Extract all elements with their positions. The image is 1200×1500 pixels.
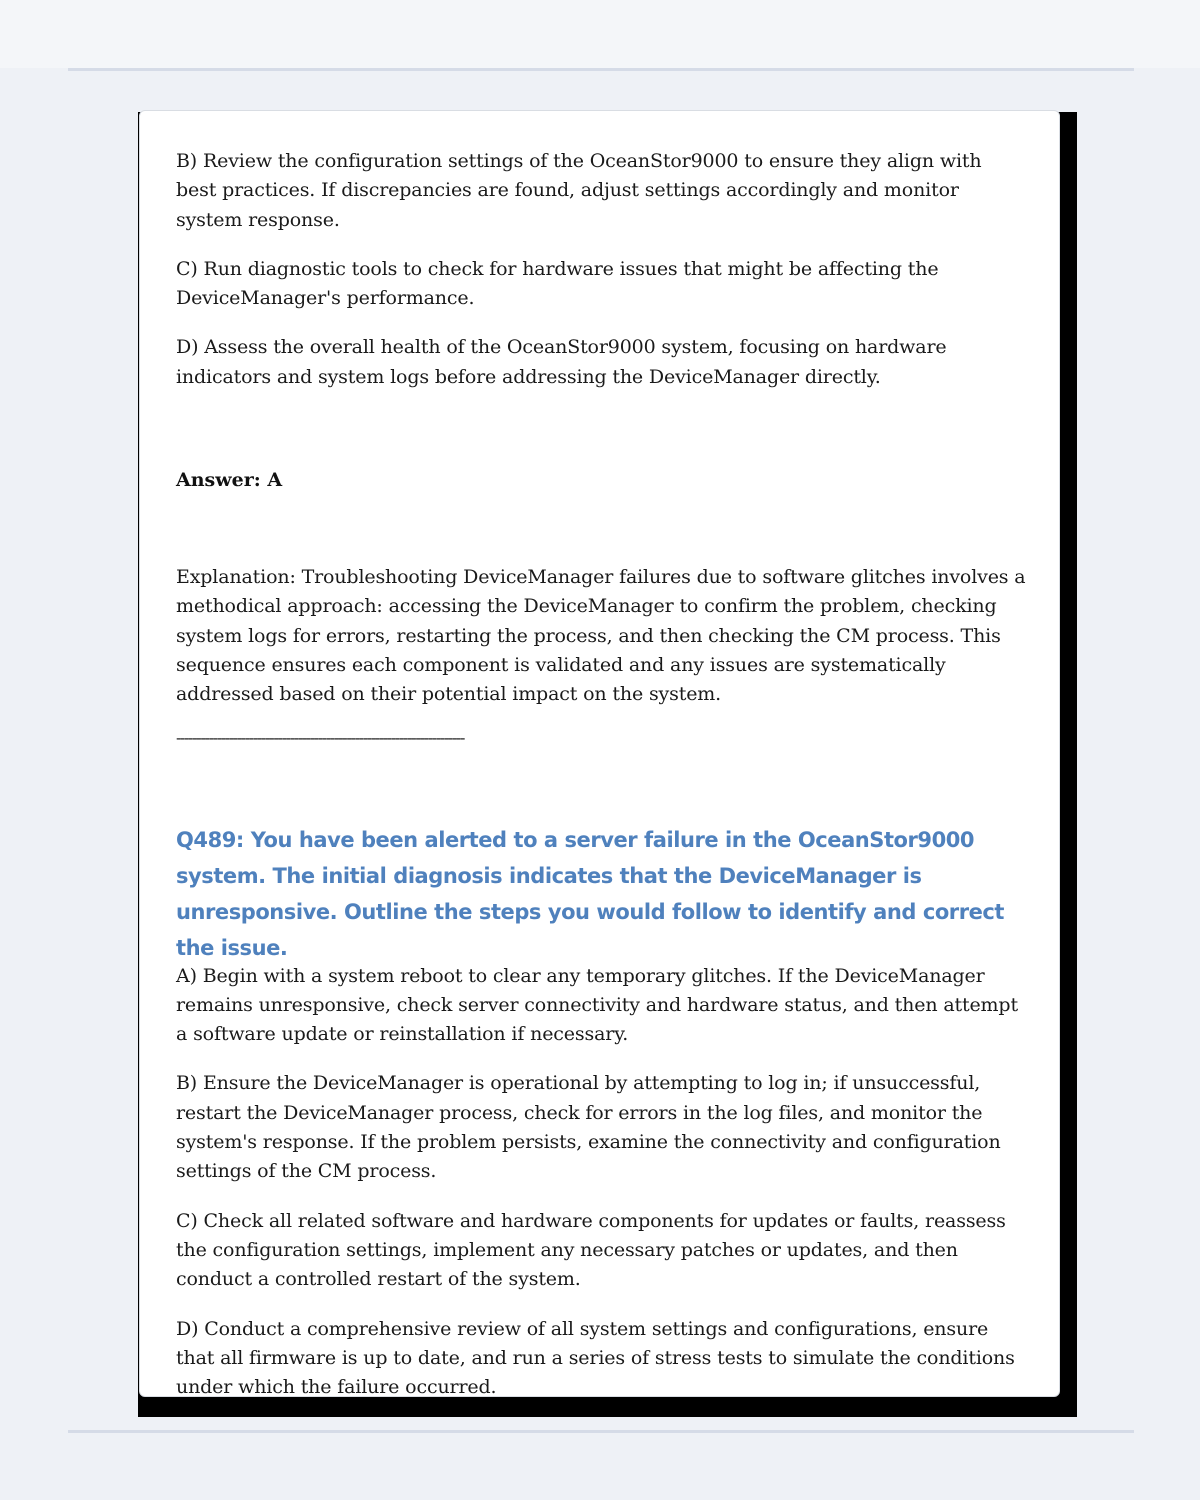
bottom-divider xyxy=(68,1430,1134,1433)
page-content xyxy=(176,147,1026,1422)
explanation-text: Explanation: Troubleshooting DeviceManager failures due to software glitches involves a methodical approach: accessing the DeviceManager to confirm the problem, checking system logs for errors, restarting the process, and then checking the CM process. This sequence ensures each component is validated and any issues are systematically addressed based on their potential impact on the system. xyxy=(176,566,1026,706)
question-option-a: A) Begin with a system reboot to clear any temporary glitches. If the DeviceManager remains unresponsive, check server connectivity and hardware status, and then attempt a software update or reinstallation if necessary. xyxy=(176,964,1018,1046)
viewer-top-bar xyxy=(0,0,1200,68)
question-heading: Q489: You have been alerted to a server failure in the OceanStor9000 system. The initial diagnosis indicates that the DeviceManager is unresponsive. Outline the steps you would follow to identify and correct the issue. xyxy=(176,827,1004,960)
top-divider xyxy=(68,68,1134,71)
section-separator: ----------------------------------------------------------------------- xyxy=(176,727,464,747)
question-option-d: D) Conduct a comprehensive review of all system settings and configurations, ensure that all firmware is up to date, and run a series of stress tests to simulate the conditions under which the failure occurred. xyxy=(176,1317,1015,1399)
previous-option-d: D) Assess the overall health of the OceanStor9000 system, focusing on hardware indicators and system logs before addressing the DeviceManager directly. xyxy=(176,336,947,388)
previous-option-b: B) Review the configuration settings of the OceanStor9000 to ensure they align with best practices. If discrepancies are found, adjust settings accordingly and monitor system response. xyxy=(176,150,982,231)
answer-label: Answer: A xyxy=(176,469,283,492)
question-option-b: B) Ensure the DeviceManager is operational by attempting to log in; if unsuccessful, restart the DeviceManager process, check for errors in the log files, and monitor the system's response. If the problem persists, examine the connectivity and configuration settings of the CM process. xyxy=(176,1072,1001,1183)
document-page xyxy=(139,110,1060,1397)
question-option-c: C) Check all related software and hardware components for updates or faults, reassess the configuration settings, implement any necessary patches or updates, and then conduct a controlled restart of the system. xyxy=(176,1209,1006,1291)
previous-option-c: C) Run diagnostic tools to check for hardware issues that might be affecting the DeviceManager's performance. xyxy=(176,257,939,310)
